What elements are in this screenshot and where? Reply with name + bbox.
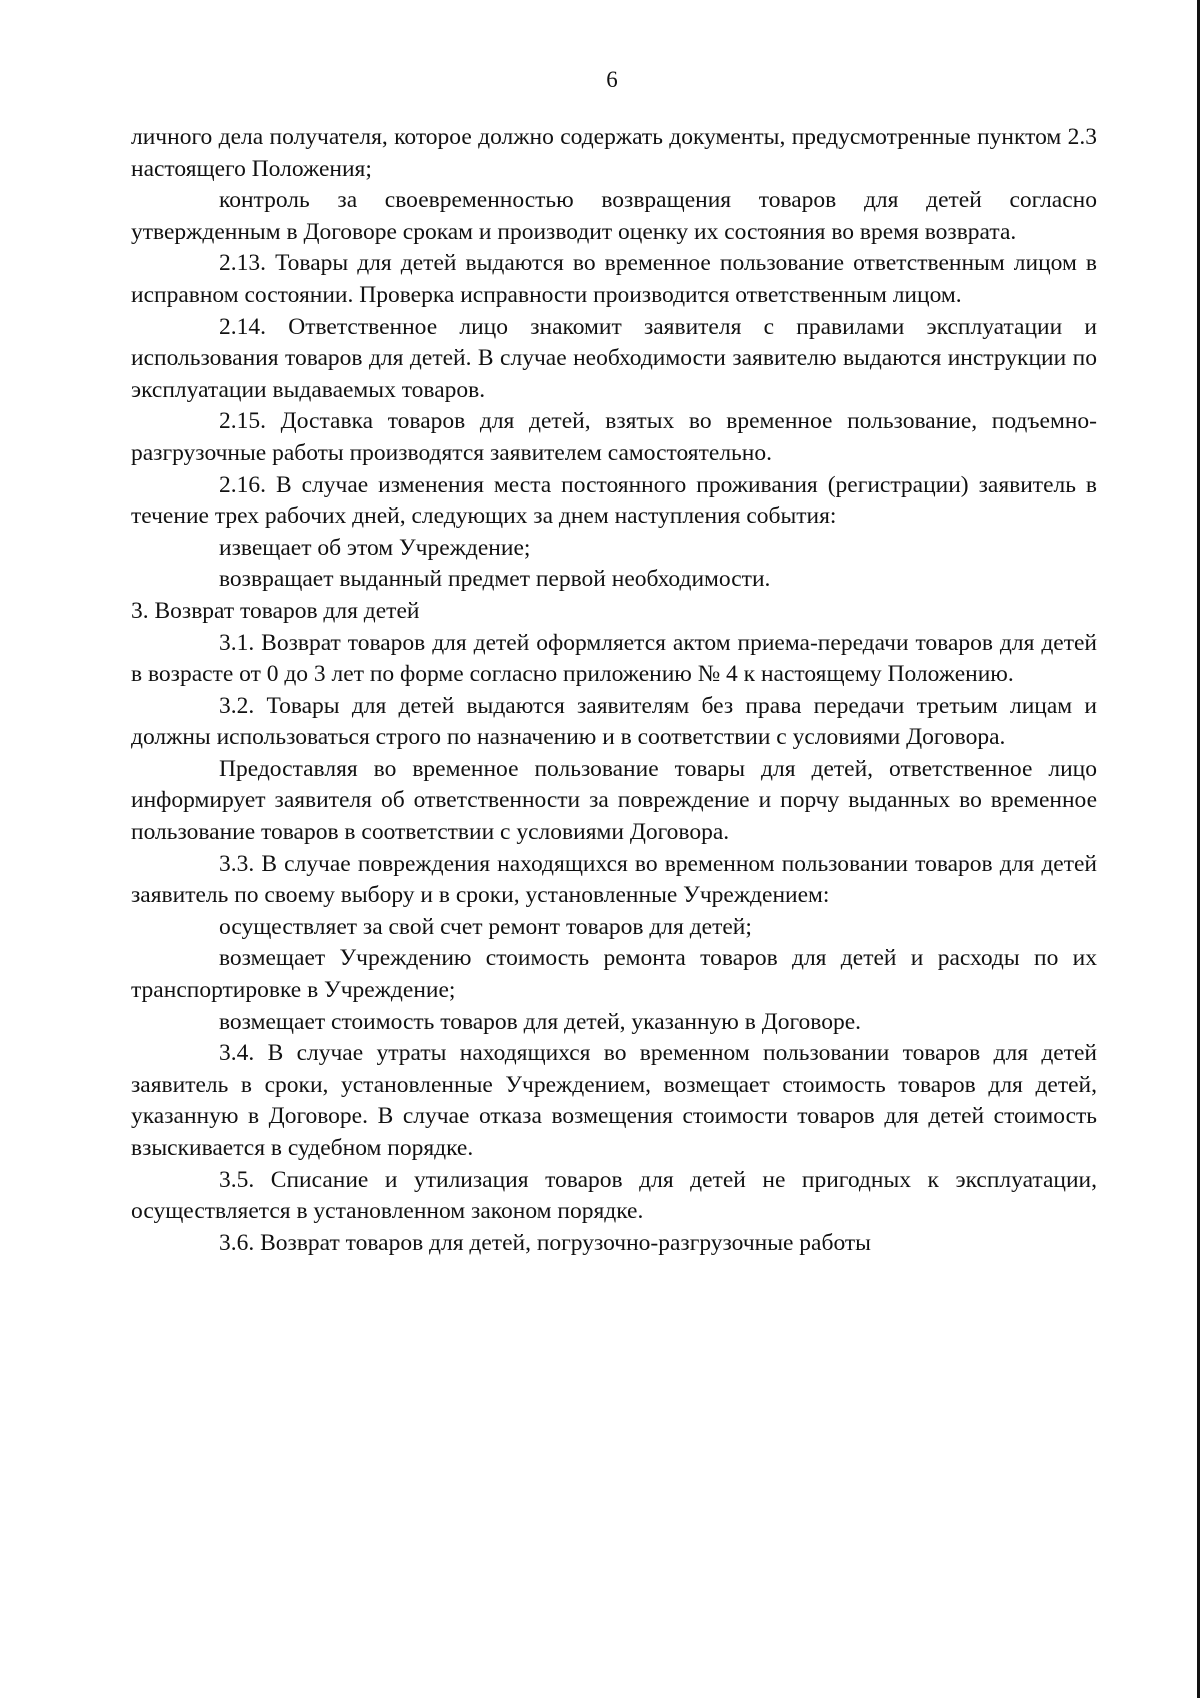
paragraph: 2.14. Ответственное лицо знакомит заявителя с правилами эксплуатации и использования товаров для детей. В случае необходимости заявителю выдаются инструкции по эксплуатации выдаваемых товаров.	[131, 313, 1097, 403]
paragraph: 3.5. Списание и утилизация товаров для детей не пригодных к эксплуатации, осуществляется в установленном законом порядке.	[131, 1166, 1097, 1225]
paragraph: личного дела получателя, которое должно содержать документы, предусмотренные пунктом 2.3 настоящего Положения;	[131, 124, 1097, 182]
paragraph: 2.13. Товары для детей выдаются во временное пользование ответственным лицом в исправном состоянии. Проверка исправности производится ответственным лицом.	[131, 250, 1097, 308]
paragraph: возмещает Учреждению стоимость ремонта товаров для детей и расходы по их транспортировке в Учреждение;	[131, 945, 1097, 1004]
page-number: 6	[606, 67, 618, 92]
paragraph: 3.4. В случае утраты находящихся во временном пользовании товаров для детей заявитель в сроки, установленные Учреждением, возмещает стоимость товаров для детей, указанную в Договоре. В случае отказа возмещения стоимости товаров для детей стоимость взыскивается в судебном порядке.	[131, 1040, 1097, 1161]
paragraph: возмещает стоимость товаров для детей, указанную в Договоре.	[219, 1008, 862, 1035]
paragraphs-before-section	[131, 122, 1097, 596]
paragraph: извещает об этом Учреждение;	[219, 534, 531, 561]
paragraph: 3.6. Возврат товаров для детей, погрузочно-разгрузочные работы	[219, 1229, 871, 1256]
paragraph: 2.16. В случае изменения места постоянного проживания (регистрации) заявитель в течение трех рабочих дней, следующих за днем наступления события:	[131, 471, 1097, 530]
paragraph: контроль за своевременностью возвращения товаров для детей согласно утвержденным в Договоре срокам и производит оценку их состояния во время возврата.	[131, 187, 1097, 245]
section-title: 3. Возврат товаров для детей	[131, 597, 420, 624]
document-body	[131, 122, 1097, 1259]
paragraph: Предоставляя во временное пользование товары для детей, ответственное лицо информирует заявителя об ответственности за повреждение и порчу выданных во временное пользование товаров в соответствии с условиями Договора.	[131, 755, 1097, 846]
paragraph: 3.1. Возврат товаров для детей оформляется актом приема-передачи товаров для детей в возрасте от 0 до 3 лет по форме согласно приложению № 4 к настоящему Положению.	[131, 629, 1097, 688]
paragraph: возвращает выданный предмет первой необходимости.	[219, 566, 771, 593]
paragraph: 3.3. В случае повреждения находящихся во временном пользовании товаров для детей заявитель по своему выбору и в сроки, установленные Учреждением:	[131, 850, 1097, 909]
paragraph: 2.15. Доставка товаров для детей, взятых во временное пользование, подъемно-разгрузочные работы производятся заявителем самостоятельно.	[131, 408, 1097, 466]
paragraph: осуществляет за свой счет ремонт товаров для детей;	[219, 913, 752, 940]
paragraph: 3.2. Товары для детей выдаются заявителям без права передачи третьим лицам и должны использоваться строго по назначению и в соответствии с условиями Договора.	[131, 692, 1097, 751]
paragraphs-after-section	[131, 628, 1097, 1260]
